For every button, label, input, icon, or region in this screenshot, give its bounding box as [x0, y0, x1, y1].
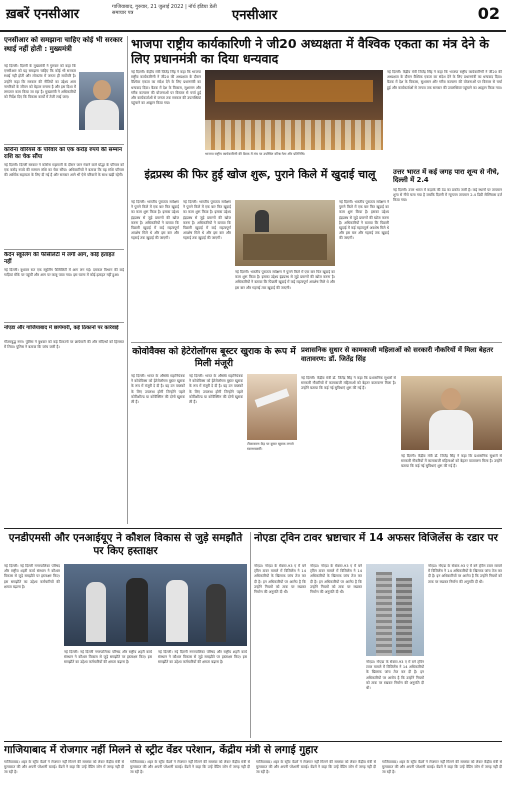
ndmc-story-body-3: नई दिल्ली। नई दिल्ली नगरपालिका परिषद और राष्ट्रीय शहरी कार्य संस्थान ने कौशल विकास से जुड़े समझौते पर हस्ताक्षर किए। इस समझौते का उद्देश्य कर्मचारियों की क्षमता बढ़ाना है। — [158, 650, 247, 665]
ndmc-story — [4, 532, 247, 738]
ghaziabad-story-body-1: गाजियाबाद। शहर के स्ट्रीट वेंडरों ने रोजगार नहीं मिलने की समस्या को लेकर केंद्रीय मंत्री से मुलाकात की और अपनी परेशानी बताई। वेंडरों ने कहा कि उन्हें वेंडिंग जोन में जगह नहीं दी जा रही है। — [4, 760, 124, 775]
purana-qila-body-3: नई दिल्ली। भारतीय पुरातत्व सर्वेक्षण ने पुराने किले में एक बार फिर खुदाई का काम शुरू किया है। इसका उद्देश्य इंद्रप्रस्थ से जुड़े प्रमाणों की खोज करना है। अधिकारियों ने बताया कि पिछली खुदाई में कई महत्वपूर्ण अवशेष मिले थे और इस बार और गहराई तक खुदाई की जाएगी। — [235, 270, 335, 290]
purana-qila-headline: इंद्रप्रस्थ की फिर हुई खोज शुरू, पुराने किले में खुदाई चालू — [144, 168, 376, 181]
excavation-photo — [235, 200, 335, 266]
ghaziabad-story — [4, 744, 502, 798]
date-line: गाजियाबाद, गुरुवार, 21 जुलाई 2022 | नॉर्थ इंडिया डेली समाचार पत्र — [112, 4, 217, 16]
twin-tower-photo — [366, 564, 424, 656]
noida-story-body-2: नोएडा। नोएडा के सेक्टर-93 ए में बने ट्विन टावर मामले में विजिलेंस ने 14 अधिकारियों के खिलाफ जांच तेज कर दी है। इन अधिकारियों पर आरोप है कि उन्होंने नियमों को ताक पर रखकर निर्माण की अनुमति दी थी। — [310, 564, 362, 595]
ghaziabad-story-body-3: गाजियाबाद। शहर के स्ट्रीट वेंडरों ने रोजगार नहीं मिलने की समस्या को लेकर केंद्रीय मंत्री से मुलाकात की और अपनी परेशानी बताई। वेंडरों ने कहा कि उन्हें वेंडिंग जोन में जगह नहीं दी जा रही है। — [256, 760, 376, 775]
ndmc-signing-photo — [64, 564, 247, 646]
page-number: 02 — [477, 4, 500, 23]
noida-story-body-4: नोएडा। नोएडा के सेक्टर-93 ए में बने ट्विन टावर मामले में विजिलेंस ने 14 अधिकारियों के खिलाफ जांच तेज कर दी है। इन अधिकारियों पर आरोप है कि उन्होंने नियमों को ताक पर रखकर निर्माण की अनुमति दी थी। — [428, 564, 502, 584]
covid-story-caption: टीकाकरण केंद्र पर बूस्टर खुराक लगाते स्वास्थ्यकर्मी। — [247, 442, 294, 451]
cold-story — [393, 168, 502, 340]
women-story-headline: प्रशासनिक सुधार से कामकाजी महिलाओं को सरकारी नौकरियों में मिला बेहतर वातावरण: डॉ. जितेंद्र सिंह — [301, 346, 494, 363]
ghaziabad-story-body-4: गाजियाबाद। शहर के स्ट्रीट वेंडरों ने रोजगार नहीं मिलने की समस्या को लेकर केंद्रीय मंत्री से मुलाकात की और अपनी परेशानी बताई। वेंडरों ने कहा कि उन्हें वेंडिंग जोन में जगह नहीं दी जा रही है। — [382, 760, 502, 775]
ghaziabad-story-headline: गाजियाबाद में रोजगार नहीं मिलने से स्ट्रीट वेंडर परेशान, केंद्रीय मंत्री से लगाई गुहार — [4, 744, 318, 756]
main-story — [131, 36, 502, 166]
covid-story-body-2: नई दिल्ली। भारत के औषधि महानियंत्रक ने कोवोवैक्स को हेटेरोलॉगस बूस्टर खुराक के रूप में मंजूरी दे दी है। यह उन वयस्कों के लिए उपलब्ध होगी जिन्होंने पहले कोविशील्ड या कोवैक्सिन की दोनों खुराक ली हैं। — [189, 374, 243, 405]
left-story1-headline: एनसीआर को समझाना चाहिए कोई भी सरकार स्थाई नहीं होती : मुख्यमंत्री — [4, 36, 123, 53]
left-column — [4, 36, 124, 524]
women-story — [301, 346, 502, 524]
jitendra-singh-photo — [401, 376, 502, 450]
left-story4-body: गौतमबुद्ध नगर। पुलिस ने बुधवार को कई ठिकानों पर छापेमारी की और संदिग्धों को हिरासत में लिया। पुलिस ने बताया कि जांच जारी है। — [4, 340, 124, 350]
left-story1-body: नई दिल्ली। दिल्ली के मुख्यमंत्री ने गुरुवार को कहा कि एनसीआर को यह समझना चाहिए कि कोई भी सरकार स्थाई नहीं होती और लोकतंत्र में जनता ही सर्वोपरि है। उन्होंने कहा कि सरकार की नीतियों का उद्देश्य आम नागरिकों के जीवन को बेहतर बनाना है और इस दिशा में लगातार काम किया जा रहा है। मुख्यमंत्री ने अधिकारियों को निर्देश दिए कि विकास कार्यों में तेजी लाई जाए। — [4, 64, 76, 100]
main-story-body-left: नई दिल्ली। केंद्रीय मंत्री जितेंद्र सिंह ने कहा कि भाजपा राष्ट्रीय कार्यकारिणी ने जी20 की अध्यक्षता के दौरान वैश्विक एकता का संदेश देने के लिए प्रधानमंत्री का धन्यवाद दिया। बैठक में देश के विकास, सुशासन और गरीब कल्याण की योजनाओं पर विस्तार से चर्चा हुई और कार्यकर्ताओं से जनता तक सरकार की उपलब्धियां पहुंचाने का आह्वान किया गया। — [131, 70, 201, 106]
left-story3-body: नई दिल्ली। बुधवार रात एक स्कूलिंग फैसिलिटी में आग लग गई। दमकल विभाग की कई गाड़ियां मौके पर पहुंचीं और आग पर काबू पाया गया। इस घटना में कोई हताहत नहीं हुआ। — [4, 268, 124, 278]
newspaper-brand: ख़बरें एनसीआर — [6, 7, 80, 22]
left-story2-body: नई दिल्ली। दिल्ली सरकार ने कोरोना महामारी के दौरान जान गंवाने वाले योद्धा के परिवार को एक करोड़ रुपये की सम्मान राशि का चेक सौंपा। अधिकारियों ने बताया कि यह राशि परिवार की आर्थिक सहायता के लिए दी गई है और सरकार आगे भी ऐसे परिवारों के साथ खड़ी रहेगी। — [4, 163, 124, 178]
women-story-body-1: नई दिल्ली। केंद्रीय मंत्री डॉ. जितेंद्र सिंह ने कहा कि प्रशासनिक सुधारों से सरकारी नौकरियों में कामकाजी महिलाओं को बेहतर वातावरण मिला है। उन्होंने बताया कि कई नई सुविधाएं शुरू की गई हैं। — [301, 376, 396, 391]
covid-story-body-1: नई दिल्ली। भारत के औषधि महानियंत्रक ने कोवोवैक्स को हेटेरोलॉगस बूस्टर खुराक के रूप में मंजूरी दे दी है। यह उन वयस्कों के लिए उपलब्ध होगी जिन्होंने पहले कोविशील्ड या कोवैक्सिन की दोनों खुराक ली हैं। — [131, 374, 185, 405]
purana-qila-story — [131, 168, 389, 340]
covid-story — [131, 346, 297, 524]
vaccination-photo — [247, 374, 297, 440]
noida-story — [254, 532, 502, 738]
noida-story-body-1: नोएडा। नोएडा के सेक्टर-93 ए में बने ट्विन टावर मामले में विजिलेंस ने 14 अधिकारियों के खिलाफ जांच तेज कर दी है। इन अधिकारियों पर आरोप है कि उन्होंने नियमों को ताक पर रखकर निर्माण की अनुमति दी थी। — [254, 564, 306, 595]
cold-story-headline: उत्तर भारत में कई जगह पारा शून्य से नीचे, दिल्ली में 2.4 — [393, 168, 500, 185]
left-story2-headline: कोरोना वॉरियर्स के परिवार को एक करोड़ रुपये की सम्मान राशि का चेक सौंपा — [4, 147, 122, 160]
noida-story-headline: नोएडा ट्विन टावर भ्रष्टाचार में 14 अफसर विजिलेंस के रडार पर — [254, 532, 498, 544]
main-story-body-right: नई दिल्ली। केंद्रीय मंत्री जितेंद्र सिंह ने कहा कि भाजपा राष्ट्रीय कार्यकारिणी ने जी20 की अध्यक्षता के दौरान वैश्विक एकता का संदेश देने के लिए प्रधानमंत्री का धन्यवाद दिया। बैठक में देश के विकास, सुशासन और गरीब कल्याण की योजनाओं पर विस्तार से चर्चा हुई और कार्यकर्ताओं से जनता तक सरकार की उपलब्धियां पहुंचाने का आह्वान किया गया। — [387, 70, 502, 90]
masthead — [0, 0, 506, 32]
main-story-headline: भाजपा राष्ट्रीय कार्यकारिणी ने जी20 अध्यक्षता में वैश्विक एकता का मंत्र देने के लिए प्रधानमंत्री का दिया धन्यवाद — [131, 36, 490, 66]
main-story-caption: भाजपा राष्ट्रीय कार्यकारिणी की बैठक में मंच पर उपस्थित वरिष्ठ नेता और प्रतिनिधि। — [205, 152, 306, 156]
purana-qila-body-2: नई दिल्ली। भारतीय पुरातत्व सर्वेक्षण ने पुराने किले में एक बार फिर खुदाई का काम शुरू किया है। इसका उद्देश्य इंद्रप्रस्थ से जुड़े प्रमाणों की खोज करना है। अधिकारियों ने बताया कि पिछली खुदाई में कई महत्वपूर्ण अवशेष मिले थे और इस बार और गहराई तक खुदाई की जाएगी। — [183, 200, 231, 241]
ndmc-story-body-1: नई दिल्ली। नई दिल्ली नगरपालिका परिषद और राष्ट्रीय शहरी कार्य संस्थान ने कौशल विकास से जुड़े समझौते पर हस्ताक्षर किए। इस समझौते का उद्देश्य कर्मचारियों की क्षमता बढ़ाना है। — [4, 564, 60, 589]
section-title: एनसीआर — [232, 8, 278, 23]
women-story-body-2: नई दिल्ली। केंद्रीय मंत्री डॉ. जितेंद्र सिंह ने कहा कि प्रशासनिक सुधारों से सरकारी नौकरियों में कामकाजी महिलाओं को बेहतर वातावरण मिला है। उन्होंने बताया कि कई नई सुविधाएं शुरू की गई हैं। — [401, 454, 502, 469]
noida-story-body-3: नोएडा। नोएडा के सेक्टर-93 ए में बने ट्विन टावर मामले में विजिलेंस ने 14 अधिकारियों के खिलाफ जांच तेज कर दी है। इन अधिकारियों पर आरोप है कि उन्होंने नियमों को ताक पर रखकर निर्माण की अनुमति दी थी। — [366, 660, 424, 691]
purana-qila-body-4: नई दिल्ली। भारतीय पुरातत्व सर्वेक्षण ने पुराने किले में एक बार फिर खुदाई का काम शुरू किया है। इसका उद्देश्य इंद्रप्रस्थ से जुड़े प्रमाणों की खोज करना है। अधिकारियों ने बताया कि पिछली खुदाई में कई महत्वपूर्ण अवशेष मिले थे और इस बार और गहराई तक खुदाई की जाएगी। — [339, 200, 389, 241]
ndmc-story-body-2: नई दिल्ली। नई दिल्ली नगरपालिका परिषद और राष्ट्रीय शहरी कार्य संस्थान ने कौशल विकास से जुड़े समझौते पर हस्ताक्षर किए। इस समझौते का उद्देश्य कर्मचारियों की क्षमता बढ़ाना है। — [64, 650, 152, 665]
ndmc-story-headline: एनडीएमसी और एनआईयूए ने कौशल विकास से जुड़े समझौते पर किए हस्ताक्षर — [8, 532, 243, 557]
left-story3-headline: कैदेन स्कूलिंग की फैसिलिटी में लगी आग, कोई हताहत नहीं — [4, 252, 115, 265]
left-story4-headline: नोएडा और गाजियाबाद में छापेमारी, कई ठिकानों पर कार्रवाई — [4, 325, 119, 331]
cold-story-body: नई दिल्ली। उत्तर भारत में कड़ाके की ठंड का प्रकोप जारी है। कई स्थानों पर तापमान शून्य से नीचे चला गया है जबकि दिल्ली में न्यूनतम तापमान 2.4 डिग्री सेल्सियस दर्ज किया गया। — [393, 188, 502, 203]
chief-minister-photo — [79, 72, 124, 130]
covid-story-headline: कोवोवैक्स को हेटेरोलॉगस बूस्टर खुराक के रूप में मिली मंजूरी — [132, 346, 296, 369]
ghaziabad-story-body-2: गाजियाबाद। शहर के स्ट्रीट वेंडरों ने रोजगार नहीं मिलने की समस्या को लेकर केंद्रीय मंत्री से मुलाकात की और अपनी परेशानी बताई। वेंडरों ने कहा कि उन्हें वेंडिंग जोन में जगह नहीं दी जा रही है। — [130, 760, 250, 775]
bjp-meeting-photo — [205, 70, 383, 150]
purana-qila-body-1: नई दिल्ली। भारतीय पुरातत्व सर्वेक्षण ने पुराने किले में एक बार फिर खुदाई का काम शुरू किया है। इसका उद्देश्य इंद्रप्रस्थ से जुड़े प्रमाणों की खोज करना है। अधिकारियों ने बताया कि पिछली खुदाई में कई महत्वपूर्ण अवशेष मिले थे और इस बार और गहराई तक खुदाई की जाएगी। — [131, 200, 179, 241]
